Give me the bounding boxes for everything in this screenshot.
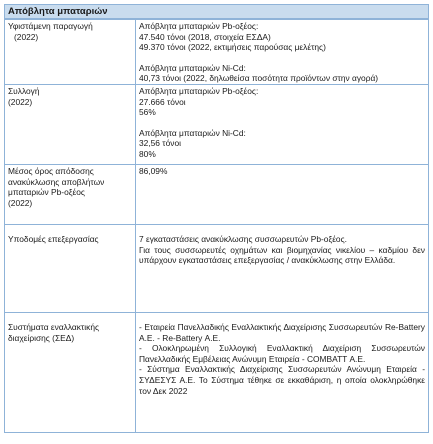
label-line: μπαταριών Pb-οξέος <box>8 187 85 198</box>
list-item: - Σύστημα Εναλλακτικής Διαχείρισης Συσσωρευτών Ανώνυμη Εταιρεία - ΣΥΔΕΣΥΣ Α.Ε. Το Σύστημα τέθηκε σε εκκαθάριση, η οποία ολοκληρώθηκε τον Δεκ 2022 <box>139 364 425 396</box>
value-line: 86,09% <box>139 166 168 176</box>
label-line: (2022) <box>14 31 39 42</box>
label-line: διαχείρισης (ΣΕΔ) <box>8 332 75 343</box>
value-line: Απόβλητα μπαταριών Ni-Cd: <box>139 62 246 73</box>
label-line: Υφιστάμενη παραγωγή <box>8 21 93 31</box>
row-value-collection <box>136 85 429 165</box>
table-row-collection <box>5 85 429 165</box>
row-value-infrastructure <box>136 225 429 313</box>
value-line: 47.540 τόνοι (2018, στοιχεία ΕΣΔΑ) <box>139 31 271 42</box>
row-label-infrastructure <box>5 225 136 313</box>
label-line: Συλλογή <box>8 86 40 96</box>
value-paragraph: Για τους συσσωρευτές οχημάτων και βιομηχανίας νικελίου – καδμίου δεν υπάρχουν εγκαταστάσεις επεξεργασίας / ανακύκλωσης στην Ελλάδα. <box>139 244 425 266</box>
row-label-recovery <box>5 165 136 225</box>
label-line: Μέσος όρος απόδοσης <box>8 166 94 176</box>
value-line: Απόβλητα μπαταριών Ni-Cd: <box>139 127 246 138</box>
list-item: - Εταιρεία Πανελλαδικής Εναλλακτικής Διαχείρισης Συσσωρευτών Re-Battery Α.Ε. - Re-Battery Α.Ε. <box>139 322 425 343</box>
row-value-systems <box>136 313 429 433</box>
value-line: 27.666 τόνοι <box>139 96 186 107</box>
value-line: Απόβλητα μπαταριών Pb-οξέος: <box>139 86 259 96</box>
value-line: 7 εγκαταστάσεις ανακύκλωσης συσσωρευτών Pb-οξέος. <box>139 234 347 244</box>
value-line: 80% <box>139 148 156 159</box>
label-line: (2022) <box>8 197 33 208</box>
table-title: Απόβλητα μπαταριών <box>4 4 429 19</box>
value-line: 49.370 τόνοι (2022, εκτιμήσεις παρούσας μελέτης) <box>139 42 326 53</box>
row-label-collection <box>5 85 136 165</box>
table-row-existing <box>5 20 429 85</box>
value-line: 40,73 τόνοι (2022, δηλωθείσα ποσότητα προϊόντων στην αγορά) <box>139 73 379 84</box>
label-line: (2022) <box>8 96 33 107</box>
table-row-infrastructure <box>5 225 429 313</box>
table-row-systems <box>5 313 429 433</box>
label-line: Συστήματα εναλλακτικής <box>8 322 100 332</box>
list-item: - Ολοκληρωμένη Συλλογική Εναλλακτική Διαχείριση Συσσωρευτών Πανελλαδικής Εμβέλειας Ανώνυμη Εταιρεία - COMBATT Α.Ε. <box>139 343 425 364</box>
row-value-existing <box>136 20 429 85</box>
label-line: Υποδομές επεξεργασίας <box>8 234 99 244</box>
value-line: 32,56 τόνοι <box>139 138 181 149</box>
label-line: ανακύκλωσης αποβλήτων <box>8 176 105 187</box>
batteries-table <box>4 19 429 433</box>
table-row-recovery <box>5 165 429 225</box>
row-label-systems <box>5 313 136 433</box>
row-value-recovery <box>136 165 429 225</box>
value-line: Απόβλητα μπαταριών Pb-οξέος: <box>139 21 259 31</box>
row-label-existing <box>5 20 136 85</box>
value-line: 56% <box>139 107 156 118</box>
